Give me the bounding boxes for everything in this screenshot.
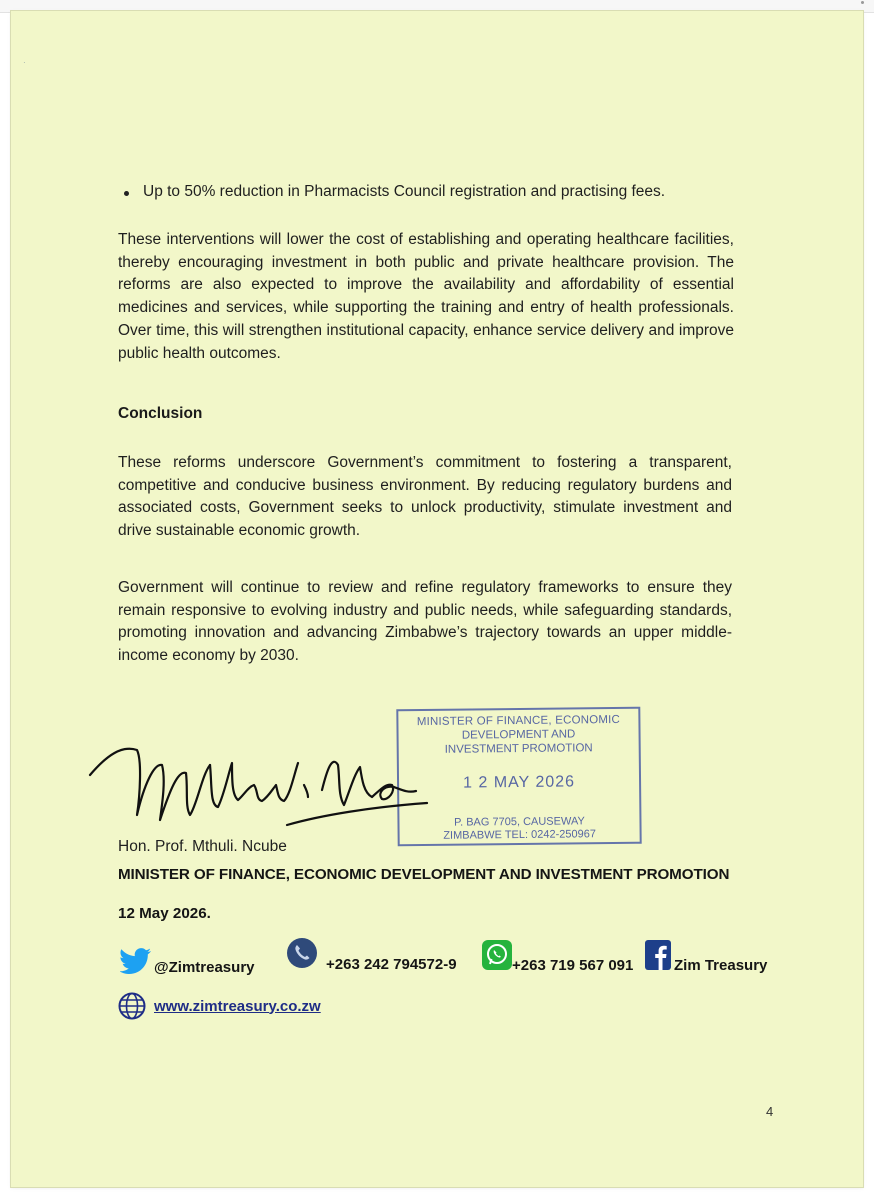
conclusion-heading: Conclusion [118,405,203,422]
whatsapp-icon [482,940,512,970]
bullet-item [143,181,743,203]
scan-speck: · [23,58,26,67]
twitter-icon [120,948,152,974]
bullet-dot-icon [124,191,129,196]
stamp-line-2: DEVELOPMENT AND [461,728,576,742]
contact-whatsapp [482,940,634,974]
minister-title: MINISTER OF FINANCE, ECONOMIC DEVELOPMENT AND INVESTMENT PROMOTION [118,866,730,883]
globe-icon [118,992,146,1020]
stamp-telephone: ZIMBABWE TEL: 0242-250967 [443,828,596,842]
twitter-handle[interactable]: @Zimtreasury [154,958,255,976]
facebook-name[interactable]: Zim Treasury [674,956,768,974]
paragraph-reforms: These reforms underscore Government’s commitment to fostering a transparent, competitive and conducive business environment. By reducing regulatory burdens and associated costs, Government seeks to unlock productivity, stimulate investment and drive sustainable economic growth. [118,454,732,540]
stamp-address: P. BAG 7705, CAUSEWAY [454,815,585,829]
paragraph-interventions: These interventions will lower the cost of establishing and operating healthcare facilities, thereby encouraging investment in both public and private healthcare provision. The reforms are also expected to improve the availability and affordability of essential medicines and services, while supporting the training and entry of health professionals. Over time, this will strengthen institutional capacity, enhance service delivery and improve public health outcomes. [118,231,734,362]
stamp-line-3: INVESTMENT PROMOTION [444,742,593,756]
facebook-icon [645,940,671,970]
document-date: 12 May 2026. [118,905,211,922]
website-link[interactable]: www.zimtreasury.co.zw [154,997,321,1015]
signer-name: Hon. Prof. Mthuli. Ncube [118,838,287,855]
stamp-line-1: MINISTER OF FINANCE, ECONOMIC [416,713,621,729]
handwritten-signature [82,735,442,845]
paragraph-government: Government will continue to review and refine regulatory frameworks to ensure they remain responsive to evolving industry and public needs, while safeguarding standards, promoting innovation and advancing Zimbabwe’s trajectory towards an upper middle-income economy by 2030. [118,579,732,665]
page-number: 4 [766,1104,774,1119]
contact-website [118,992,321,1020]
phone-icon [286,937,318,969]
bullet-text: Up to 50% reduction in Pharmacists Council registration and practising fees. [143,183,666,200]
phone-number[interactable]: +263 242 794572-9 [326,955,457,973]
stamp-date: 1 2 MAY 2026 [463,773,576,792]
contact-twitter [120,946,255,976]
menu-dot-icon[interactable] [861,1,864,4]
contact-phone [286,938,457,973]
whatsapp-number[interactable]: +263 719 567 091 [512,956,634,974]
contact-facebook [645,940,768,974]
